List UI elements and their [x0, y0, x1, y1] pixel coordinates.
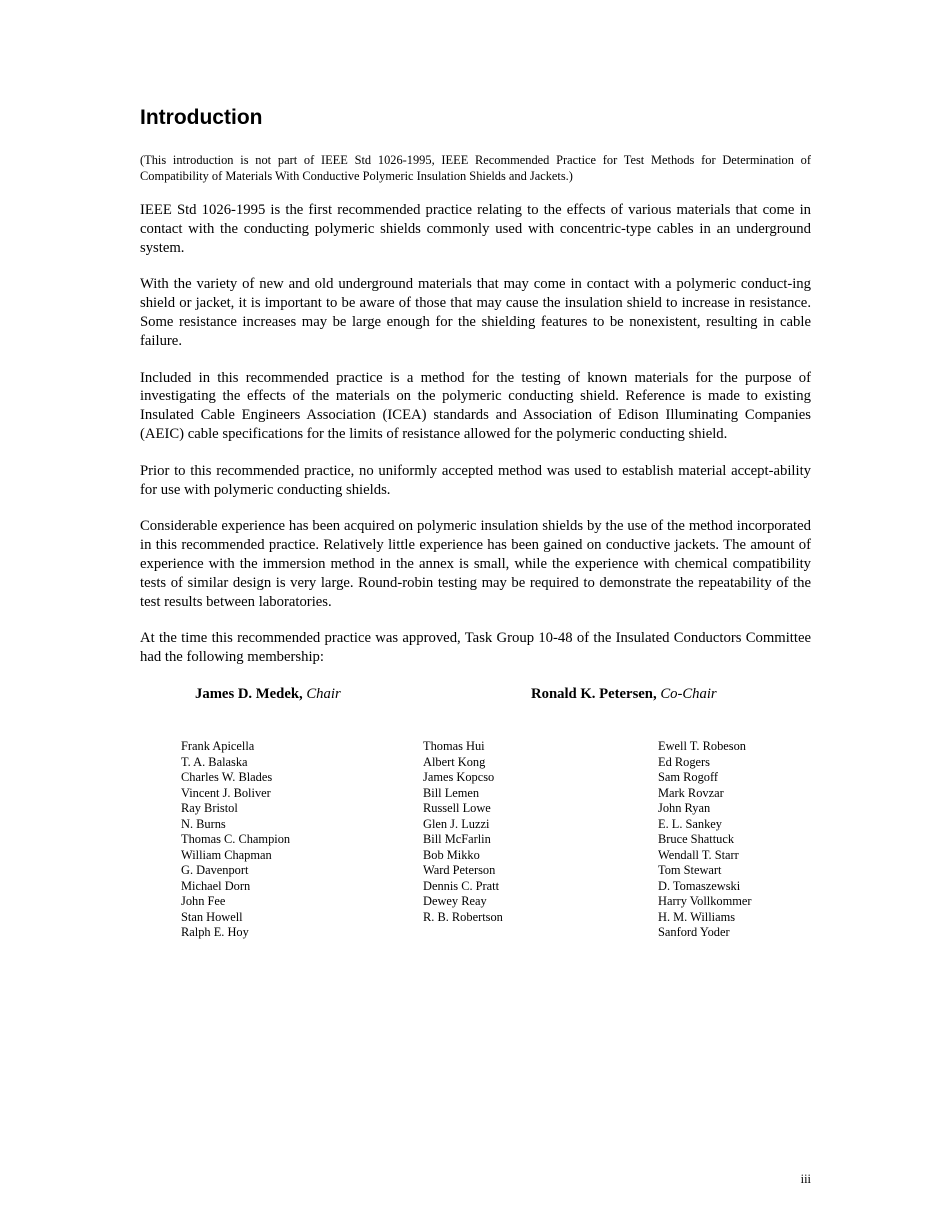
chairs-row — [140, 685, 811, 707]
member-name: Michael Dorn — [181, 878, 251, 893]
member-name: Harry Vollkommer — [658, 894, 752, 908]
member-name: H. M. Williams — [658, 909, 736, 924]
member-name: Bob Mikko — [423, 847, 480, 862]
chair-role: Chair — [306, 685, 341, 702]
member-name: T. A. Balaska — [181, 754, 248, 769]
member-name: Wendall T. Starr — [658, 847, 739, 862]
member-name: Dewey Reay — [423, 894, 487, 908]
member-name: Tom Stewart — [658, 863, 722, 877]
member-name: John Ryan — [658, 801, 711, 815]
member-name: Mark Rovzar — [658, 785, 724, 800]
page-title: Introduction — [140, 106, 263, 129]
member-column-3 — [658, 739, 752, 941]
member-name: Ray Bristol — [181, 801, 238, 815]
member-name: Bruce Shattuck — [658, 832, 735, 846]
member-name: Stan Howell — [181, 909, 243, 924]
member-name: John Fee — [181, 894, 226, 908]
member-name: Ed Rogers — [658, 754, 710, 769]
member-name: N. Burns — [181, 816, 226, 831]
co-chair-role: Co-Chair — [660, 685, 717, 702]
member-name: Thomas C. Champion — [181, 832, 291, 846]
chair-name: James D. Medek, — [195, 685, 303, 702]
member-column-1 — [181, 739, 290, 941]
paragraph: Prior to this recommended practice, no uniformly accepted method was used to establish material accept-ability for use with polymeric conducting shields. — [140, 462, 811, 498]
member-name: Bill Lemen — [423, 785, 480, 800]
member-name: Ralph E. Hoy — [181, 925, 249, 939]
paragraph: At the time this recommended practice was approved, Task Group 10-48 of the Insulated Conductors Committee had the following membership: — [140, 630, 811, 666]
member-name: Ewell T. Robeson — [658, 739, 746, 753]
introduction-note: (This introduction is not part of IEEE Std 1026-1995, IEEE Recommended Practice for Test Methods for Determination of Compatibility of Materials With Conductive Polymeric Insulation Shields and Jackets.) — [140, 153, 811, 183]
paragraph: Included in this recommended practice is a method for the testing of known materials for the purpose of investigating the effects of the materials on the polymeric conducting shield. Reference is made to existing Insulated Cable Engineers Association (ICEA) standards and Association of Edison Illuminating Companies (AEIC) cable specifications for the limits of resistance allowed for the polymeric conducting shield. — [140, 369, 811, 442]
member-name: Dennis C. Pratt — [423, 878, 500, 893]
member-name: Glen J. Luzzi — [423, 816, 490, 831]
member-name: Albert Kong — [423, 754, 486, 769]
member-name: Ward Peterson — [423, 863, 496, 877]
co-chair-name: Ronald K. Petersen, — [531, 685, 657, 702]
paragraph: With the variety of new and old underground materials that may come in contact with a polymeric conduct-ing shield or jacket, it is important to be aware of those that may cause the insulation shield to increase in resistance. Some resistance increases may be large enough for the shielding features to be nonexistent, resulting in cable failure. — [140, 276, 811, 349]
member-name: D. Tomaszewski — [658, 878, 741, 893]
member-name: Thomas Hui — [423, 739, 485, 753]
paragraph: IEEE Std 1026-1995 is the first recommended practice relating to the effects of various materials that come in contact with the conducting polymeric shields commonly used with concentric-type cables in an underground system. — [140, 202, 811, 256]
member-name: Charles W. Blades — [181, 770, 273, 784]
paragraph: Considerable experience has been acquired on polymeric insulation shields by the use of the method incorporated in this recommended practice. Relatively little experience has been gained on conductive jackets. The amount of experience with the immersion method in the annex is small, while the experience with chemical compatibility tests of similar design is very large. Round-robin testing may be required to demonstrate the repeatability of the test results between laboratories. — [140, 518, 811, 610]
member-name: Bill McFarlin — [423, 832, 491, 846]
member-name: Vincent J. Boliver — [181, 785, 271, 800]
member-name: R. B. Robertson — [423, 909, 503, 924]
member-name: William Chapman — [181, 847, 272, 862]
member-name: Frank Apicella — [181, 739, 255, 753]
member-name: Russell Lowe — [423, 801, 491, 815]
member-name: E. L. Sankey — [658, 816, 723, 831]
member-name: G. Davenport — [181, 863, 249, 877]
member-name: Sanford Yoder — [658, 925, 730, 939]
member-name: James Kopcso — [423, 770, 495, 784]
chair — [195, 685, 341, 703]
member-name: Sam Rogoff — [658, 770, 719, 784]
co-chair — [531, 685, 717, 703]
page-number: iii — [800, 1172, 811, 1186]
document-page — [140, 104, 811, 707]
member-column-2 — [423, 739, 503, 925]
